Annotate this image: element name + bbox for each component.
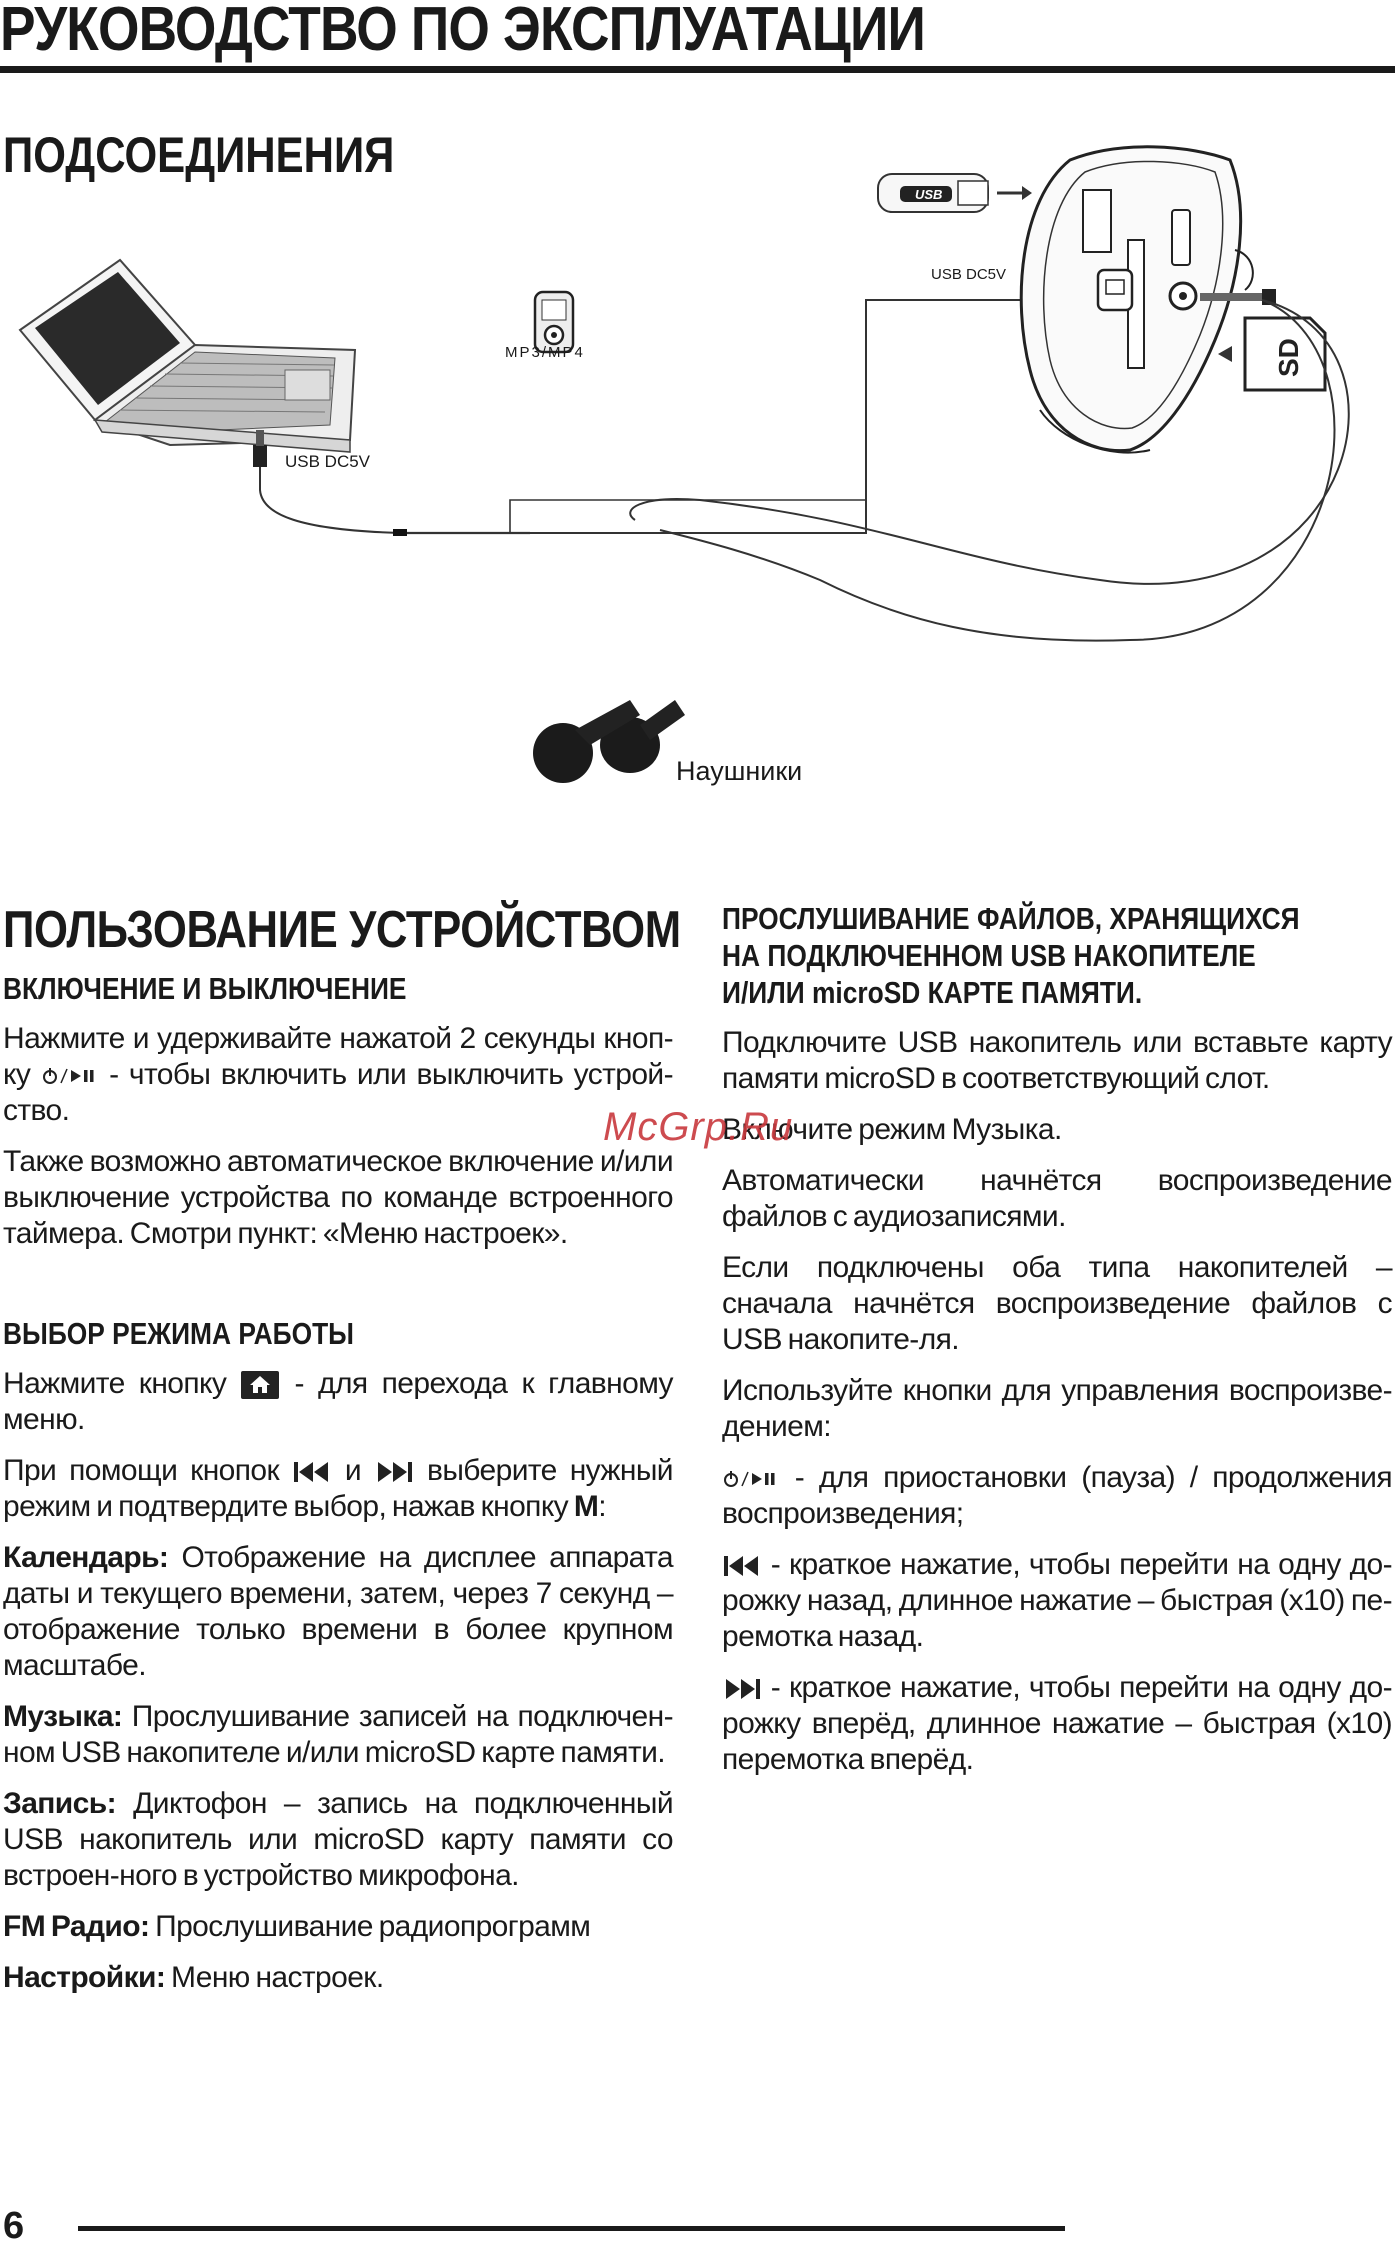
connection-diagram [0,187,1395,850]
headphones-icon [533,700,685,783]
laptop-illustration [20,260,355,452]
playback-paragraph-4: Если подключены оба типа накопителей – сначала начнётся воспроизведение файлов с USB накопите-ля. [722,1251,1392,1356]
svg-text:SD: SD [1273,338,1304,377]
playback-paragraph-6 [722,1460,1392,1532]
mode-p2-text-a: При помощи кнопок [3,1454,280,1487]
usb-stick-label: USB [915,187,943,202]
headphones-label: Наушники [676,756,803,786]
watermark: McGrp.Ru [603,1105,794,1149]
mode-item-calendar [3,1540,673,1684]
mp3-mp4-label: MP3/MP4 [505,344,585,361]
mode-term: FM Радио: [3,1910,150,1943]
mode-desc: Прослушивание радиопрограмм [155,1910,591,1943]
page-number: 6 [3,2205,25,2247]
mode-desc: Меню настроек. [171,1961,384,1994]
next-track-icon [374,1459,414,1485]
power-heading: ВКЛЮЧЕНИЕ И ВЫКЛЮЧЕНИЕ [3,971,407,1006]
mode-item-music [3,1699,673,1771]
previous-track-icon [292,1459,332,1485]
mode-p1-text-a: Нажмите кнопку [3,1367,227,1400]
mode-item-settings [3,1960,673,1996]
playback-p6-text: - для приостановки (пауза) / продолжения воспроизведения; [722,1461,1392,1530]
mode-desc: Диктофон – запись на подключенный USB накопитель или microSD карту памяти со встроен-ного в устройство микрофона. [3,1787,673,1892]
footer-rule [78,2226,1065,2231]
power-p1-text-a: Нажмите и удерживайте нажатой 2 секунды кноп-ку [3,1022,673,1091]
previous-track-icon [722,1553,762,1579]
mp3-player-icon [535,292,573,352]
mode-desc: Отображение на дисплее аппарата даты и текущего времени, затем, через 7 секунд – отображение только времени в более крупном масштабе. [3,1541,673,1682]
mode-paragraph-2 [3,1453,673,1525]
usb-dc5v-label-left: USB DC5V [285,452,371,471]
next-track-icon [722,1676,762,1702]
playback-heading [722,900,1388,1011]
mode-p2-text-b: и [344,1454,362,1487]
playback-paragraph-3: Автоматически начнётся воспроизведение файлов с аудиозаписями. [722,1164,1392,1233]
power-paragraph-2: Также возможно автоматическое включение и/или выключение устройства по команде встроенного таймера. Смотри пункт: «Меню настроек». [3,1145,673,1250]
usage-heading: ПОЛЬЗОВАНИЕ УСТРОЙСТВОМ [3,901,681,959]
playback-paragraph-5: Используйте кнопки для управления воспроизве-дением: [722,1374,1392,1443]
mode-item-record [3,1786,673,1894]
playback-paragraph-1: Подключите USB накопитель или вставьте карту памяти microSD в соответствующий слот. [722,1026,1392,1095]
playback-paragraph-2: Включите режим Музыка. [722,1113,1062,1146]
connections-heading: ПОДСОЕДИНЕНИЯ [3,127,395,183]
playback-p7-text: - краткое нажатие, чтобы перейти на одну до-рожку назад, длинное нажатие – быстрая (х10) пе-ремотка назад. [722,1548,1392,1653]
playback-heading-line-3: И/ИЛИ microSD КАРТЕ ПАМЯТИ. [722,975,1143,1010]
power-paragraph-1 [3,1021,673,1129]
power-play-pause-icon [722,1468,780,1490]
usb-cable-left [253,300,935,536]
mode-desc: Прослушивание записей на подключен-ном USB накопителе и/или microSD карте памяти. [3,1700,673,1769]
power-play-pause-icon [41,1065,99,1087]
playback-p8-text: - краткое нажатие, чтобы перейти на одну до-рожку вперёд, длинное нажатие – быстрая (х10) перемотка вперёд. [722,1671,1392,1776]
home-button-icon [240,1370,280,1400]
usb-dc5v-label-right: USB DC5V [931,266,1007,283]
document-title: РУКОВОДСТВО ПО ЭКСПЛУАТАЦИИ [0,0,925,64]
mode-heading: ВЫБОР РЕЖИМА РАБОТЫ [3,1316,354,1351]
playback-paragraph-7 [722,1547,1392,1655]
playback-heading-line-1: ПРОСЛУШИВАНИЕ ФАЙЛОВ, ХРАНЯЩИХСЯ [722,901,1300,936]
left-column [3,890,681,2011]
mode-term: Музыка: [3,1700,123,1733]
playback-heading-line-2: НА ПОДКЛЮЧЕННОМ USB НАКОПИТЕЛЕ [722,938,1256,973]
mode-term: Запись: [3,1787,116,1820]
playback-paragraph-8 [722,1670,1392,1778]
power-p1-text-b: - чтобы включить или выключить устрой-ство. [3,1058,673,1127]
mode-paragraph-1 [3,1366,673,1438]
mode-term: Настройки: [3,1961,166,1994]
title-rule [0,66,1395,73]
mode-key-m: M [573,1490,599,1523]
mode-p1-text-b: - для перехода к главному меню. [3,1367,673,1436]
sd-card-icon [1245,318,1325,390]
right-column [722,890,1392,1793]
mode-item-fm-radio [3,1909,673,1945]
usb-stick-icon [878,174,1032,212]
mode-p2-colon: : [598,1490,606,1523]
mode-term: Календарь: [3,1541,169,1574]
mode-p2-text-c: выберите нужный режим и подтвердите выбор, нажав кнопку [3,1454,673,1523]
